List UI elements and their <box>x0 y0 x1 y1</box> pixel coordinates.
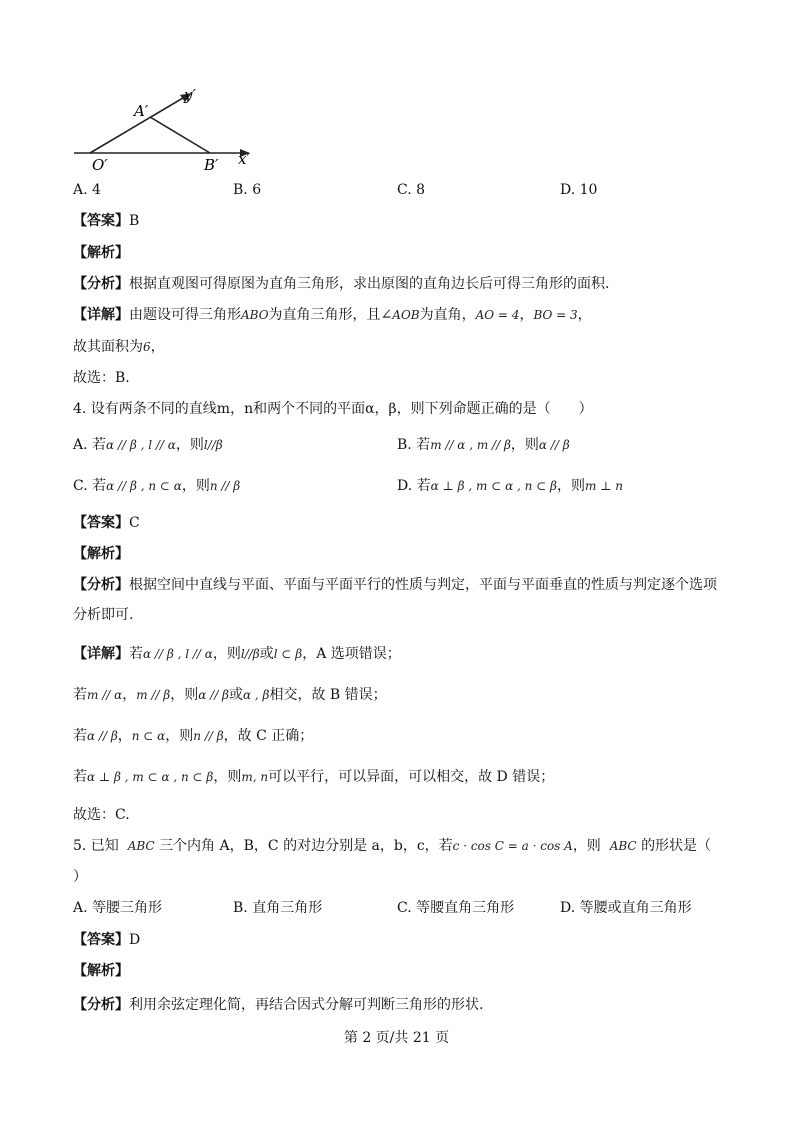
xiangjie-text: 为直角， <box>419 307 476 323</box>
fenxi-text: 根据空间中直线与平面、平面与平面平行的性质与判定，平面与平面垂直的性质与判定逐个选项 <box>129 577 717 593</box>
answer-value: C <box>129 515 140 531</box>
xiangjie-tag: 【详解】 <box>73 307 129 323</box>
answer-tag: 【答案】 <box>73 213 129 229</box>
detail-text: ， <box>117 728 132 744</box>
q4-fenxi-line2: 分析即可. <box>73 607 134 623</box>
math: l ⊂ β <box>273 647 303 661</box>
math: α , β <box>243 688 270 702</box>
q3-fenxi <box>73 275 609 293</box>
answer-tag: 【答案】 <box>73 932 129 948</box>
math: m // α , m // β <box>430 438 511 452</box>
xiangjie-text: 由题设可得三角形 <box>129 307 241 323</box>
detail-text: ，A 选项错误； <box>302 646 401 662</box>
q4-option-d <box>397 477 623 495</box>
q5-stem-line2: ） <box>73 869 87 885</box>
q3-area <box>73 338 165 356</box>
stem-text: 三个内角 A，B，C 的对边分别是 a，b，c，若 <box>159 838 453 854</box>
math: n // β <box>209 479 241 493</box>
q4-detail-3 <box>73 727 313 745</box>
option-text: C. 若 <box>73 478 107 494</box>
label-a: A′ <box>134 102 149 120</box>
detail-text: ，则 <box>170 687 199 703</box>
fenxi-tag: 【分析】 <box>73 997 129 1013</box>
q5-answer <box>73 931 140 949</box>
fenxi-text: 根据直观图可得原图为直角三角形，求出原图的直角边长后可得三角形的面积. <box>129 276 610 292</box>
label-b: B′ <box>204 156 219 174</box>
option-text: A. 若 <box>73 437 107 453</box>
detail-text: ，则 <box>213 769 242 785</box>
math: m // α <box>87 688 123 702</box>
q3-xiangjie <box>73 306 592 324</box>
xiangjie-tag: 【详解】 <box>73 646 129 662</box>
q5-stem <box>73 837 711 855</box>
math: α // β <box>538 438 570 452</box>
option-text: ，则 <box>181 478 210 494</box>
option-text: ，则 <box>557 478 585 494</box>
math: m, n <box>241 770 269 784</box>
q4-choose: 故选：C. <box>73 807 130 823</box>
math: m ⊥ n <box>585 479 624 493</box>
q4-answer <box>73 514 140 532</box>
detail-text: ， <box>122 687 137 703</box>
label-x: x′ <box>238 150 250 168</box>
q3-analysis-tag: 【解析】 <box>73 245 129 261</box>
math: ABC <box>609 839 637 853</box>
math: m // β <box>136 688 171 702</box>
detail-text: ，则 <box>212 646 241 662</box>
q4-detail-1 <box>73 645 401 663</box>
math: α // β <box>198 688 229 702</box>
option-text: ，则 <box>510 437 539 453</box>
label-y: y′ <box>184 86 196 104</box>
math-bo: BO = 3 <box>533 308 578 322</box>
detail-text: 或 <box>259 646 274 662</box>
stem-text: 的形状是（ <box>641 838 712 854</box>
q3-option-b: B. 6 <box>233 182 262 198</box>
detail-text: 若 <box>129 646 143 662</box>
q5-option-d: D. 等腰或直角三角形 <box>560 900 692 916</box>
math: α // β , l // α <box>143 647 213 661</box>
q3-answer <box>73 212 139 230</box>
q4-option-b <box>397 436 570 454</box>
q5-option-a: A. 等腰三角形 <box>73 900 163 916</box>
math: c · cos C = a · cos A <box>452 839 573 853</box>
q4-detail-4 <box>73 768 554 786</box>
math-area: 6 <box>143 340 151 354</box>
answer-tag: 【答案】 <box>73 515 129 531</box>
q4-fenxi <box>73 576 717 594</box>
q3-option-a: A. 4 <box>73 182 101 198</box>
fenxi-tag: 【分析】 <box>73 577 129 593</box>
detail-text: 相交，故 B 错误； <box>269 687 387 703</box>
stem-text: ，则 <box>572 838 601 854</box>
detail-text: 若 <box>73 687 87 703</box>
q5-option-b: B. 直角三角形 <box>233 900 323 916</box>
math: n // β <box>193 729 224 743</box>
math: ABC <box>127 839 155 853</box>
stem-text: 5. 已知 <box>73 838 119 854</box>
fenxi-text: 利用余弦定理化简，再结合因式分解可判断三角形的形状. <box>129 997 484 1013</box>
q3-option-d: D. 10 <box>560 182 598 198</box>
math: l//β <box>240 647 260 661</box>
q5-fenxi <box>73 996 483 1014</box>
math: α ⊥ β , m ⊂ α , n ⊂ β <box>87 770 214 784</box>
oblique-triangle-figure <box>70 82 270 174</box>
detail-text: 可以平行，可以异面，可以相交，故 D 错误； <box>268 769 555 785</box>
q3-choose: 故选：B. <box>73 370 130 386</box>
detail-text: 或 <box>229 687 243 703</box>
segment-ab <box>150 117 210 153</box>
math-abo: ABO <box>241 308 269 322</box>
q5-option-c: C. 等腰直角三角形 <box>397 900 515 916</box>
detail-text: ，故 C 正确； <box>223 728 314 744</box>
q4-detail-2 <box>73 686 387 704</box>
math: l//β <box>203 438 223 452</box>
option-text: ，则 <box>175 437 204 453</box>
xiangjie-text: ， <box>519 307 534 323</box>
xiangjie-text: ， <box>577 307 592 323</box>
page-footer: 第 2 页/共 21 页 <box>343 1030 450 1046</box>
area-text: ， <box>150 339 165 355</box>
option-text: D. 若 <box>397 478 431 494</box>
detail-text: 若 <box>73 728 87 744</box>
math: α // β , n ⊂ α <box>106 479 182 493</box>
math: α ⊥ β , m ⊂ α , n ⊂ β <box>430 479 557 493</box>
q4-option-a <box>73 436 223 454</box>
answer-value: D <box>129 932 141 948</box>
math-aob: AOB <box>392 308 420 322</box>
math: α // β <box>87 729 118 743</box>
fenxi-tag: 【分析】 <box>73 276 129 292</box>
q5-analysis-tag: 【解析】 <box>73 963 129 979</box>
q3-option-c: C. 8 <box>397 182 426 198</box>
xiangjie-text: 为直角三角形，且∠ <box>268 307 393 323</box>
q4-stem: 4. 设有两条不同的直线m，n和两个不同的平面α，β，则下列命题正确的是（ ） <box>73 401 593 417</box>
q4-option-c <box>73 477 240 495</box>
math: α // β , l // α <box>106 438 176 452</box>
q4-analysis-tag: 【解析】 <box>73 546 129 562</box>
math: n ⊂ α <box>131 729 166 743</box>
detail-text: ，则 <box>165 728 194 744</box>
label-o: O′ <box>92 156 108 174</box>
math-ao: AO = 4 <box>475 308 520 322</box>
detail-text: 若 <box>73 769 87 785</box>
answer-value: B <box>129 213 140 229</box>
option-text: B. 若 <box>397 437 431 453</box>
area-text: 故其面积为 <box>73 339 143 355</box>
